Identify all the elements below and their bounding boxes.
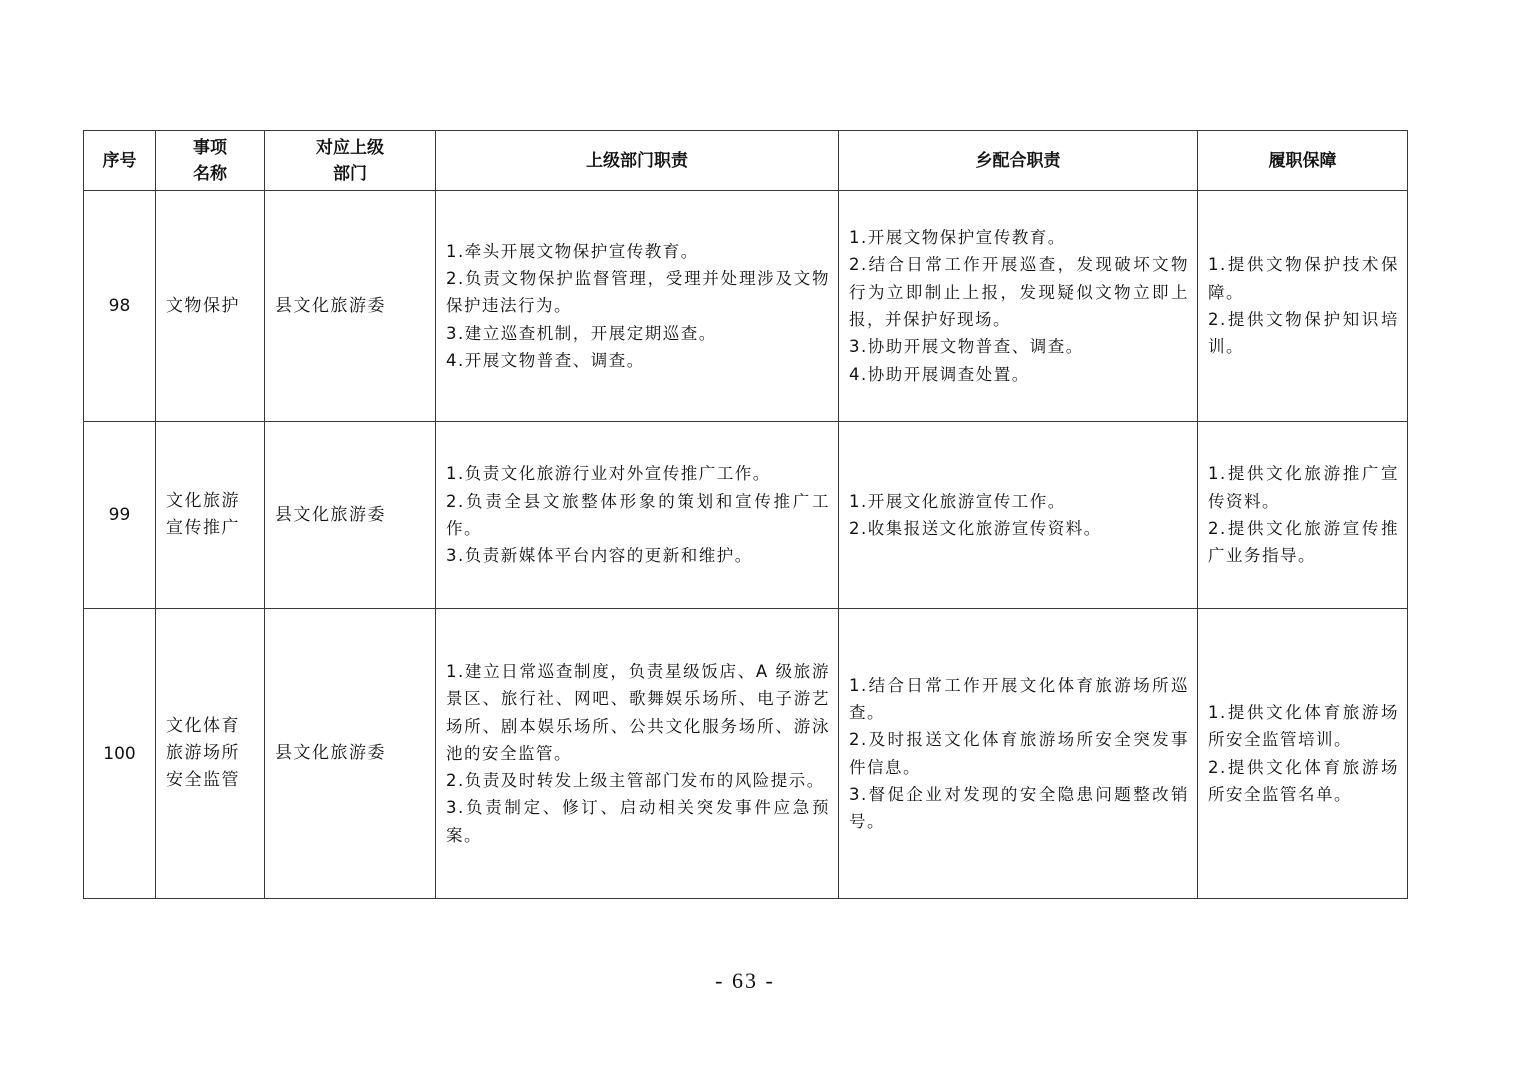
row-town-duties [839,191,1198,422]
duty-item: 3.负责制定、修订、启动相关突发事件应急预案。 [446,798,830,845]
guarantee-item: 2.提供文化体育旅游场所安全监管名单。 [1208,757,1399,804]
table-row [84,191,1408,422]
header-guarantee: 履职保障 [1198,131,1408,191]
header-row [84,131,1408,191]
row-guarantee [1198,422,1408,609]
table-row [84,422,1408,609]
row-dept [265,422,436,609]
duty-item: 3.协助开展文物普查、调查。 [849,337,1084,357]
row-seq: 100 [84,609,156,899]
row-guarantee [1198,191,1408,422]
guarantee-item: 1.提供文化体育旅游场所安全监管培训。 [1208,702,1399,750]
header-item-line: 名称 [193,163,227,184]
header-upper-duties: 上级部门职责 [436,131,839,191]
duty-table [83,130,1408,899]
row-item-name [156,191,265,422]
duty-item: 2.负责文物保护监督管理，受理并处理涉及文物保护违法行为。 [446,269,830,316]
row-dept [265,609,436,899]
table-row [84,609,1408,899]
row-item-line: 文物保护 [166,295,240,316]
duty-item: 1.建立日常巡查制度，负责星级饭店、A 级旅游景区、旅行社、网吧、歌舞娱乐场所、电子游艺场所、剧本娱乐场所、公共文化服务场所、游泳池的安全监管。 [446,661,830,763]
duty-item: 1.负责文化旅游行业对外宣传推广工作。 [446,464,771,484]
row-item-line: 安全监管 [166,770,240,790]
duty-item: 4.开展文物普查、调查。 [446,350,645,370]
duty-item: 1.开展文化旅游宣传工作。 [849,491,1066,511]
header-item-line: 事项 [193,137,227,158]
row-seq: 98 [84,191,156,422]
row-item-name [156,422,265,609]
row-upper-duties [436,609,839,899]
page-number: - 63 - [715,968,775,993]
guarantee-item: 1.提供文物保护技术保障。 [1208,255,1399,302]
guarantee-item: 2.提供文物保护知识培训。 [1208,310,1399,357]
duty-item: 1.结合日常工作开展文化体育旅游场所巡查。 [849,675,1189,722]
row-guarantee [1198,609,1408,899]
row-seq: 99 [84,422,156,609]
row-item-line: 文化旅游 [166,491,240,511]
header-seq: 序号 [84,131,156,191]
row-town-duties [839,609,1198,899]
duty-item: 2.及时报送文化体育旅游场所安全突发事件信息。 [849,730,1189,777]
row-dept-text: 县文化旅游委 [275,743,386,763]
header-dept-line: 对应上级 [316,137,384,158]
row-item-line: 宣传推广 [166,518,240,538]
row-upper-duties [436,191,839,422]
header-dept-line: 部门 [333,163,367,184]
row-item-line: 旅游场所 [166,743,240,763]
header-town-duties: 乡配合职责 [839,131,1198,191]
header-item-name [156,131,265,191]
duty-item: 3.督促企业对发现的安全隐患问题整改销号。 [849,784,1189,832]
duty-item: 2.负责及时转发上级主管部门发布的风险提示。 [446,771,825,791]
duty-item: 1.开展文物保护宣传教育。 [849,228,1066,248]
duty-item: 3.建立巡查机制，开展定期巡查。 [446,323,717,343]
row-item-name [156,609,265,899]
duty-item: 3.负责新媒体平台内容的更新和维护。 [446,546,753,566]
duty-item: 1.牵头开展文物保护宣传教育。 [446,241,699,261]
guarantee-item: 2.提供文化旅游宣传推广业务指导。 [1208,519,1399,566]
duty-item: 4.协助开展调查处置。 [849,364,1030,384]
row-dept-text: 县文化旅游委 [275,295,386,316]
duty-item: 2.负责全县文旅整体形象的策划和宣传推广工作。 [446,491,830,538]
row-town-duties [839,422,1198,609]
header-dept [265,131,436,191]
duty-item: 2.结合日常工作开展巡查，发现破坏文物行为立即制止上报，发现疑似文物立即上报，并保护好现场。 [849,255,1189,329]
row-dept [265,191,436,422]
duty-item: 2.收集报送文化旅游宣传资料。 [849,519,1102,538]
row-upper-duties [436,422,839,609]
guarantee-item: 1.提供文化旅游推广宣传资料。 [1208,464,1399,511]
row-item-line: 文化体育 [166,716,240,736]
row-dept-text: 县文化旅游委 [275,504,386,525]
